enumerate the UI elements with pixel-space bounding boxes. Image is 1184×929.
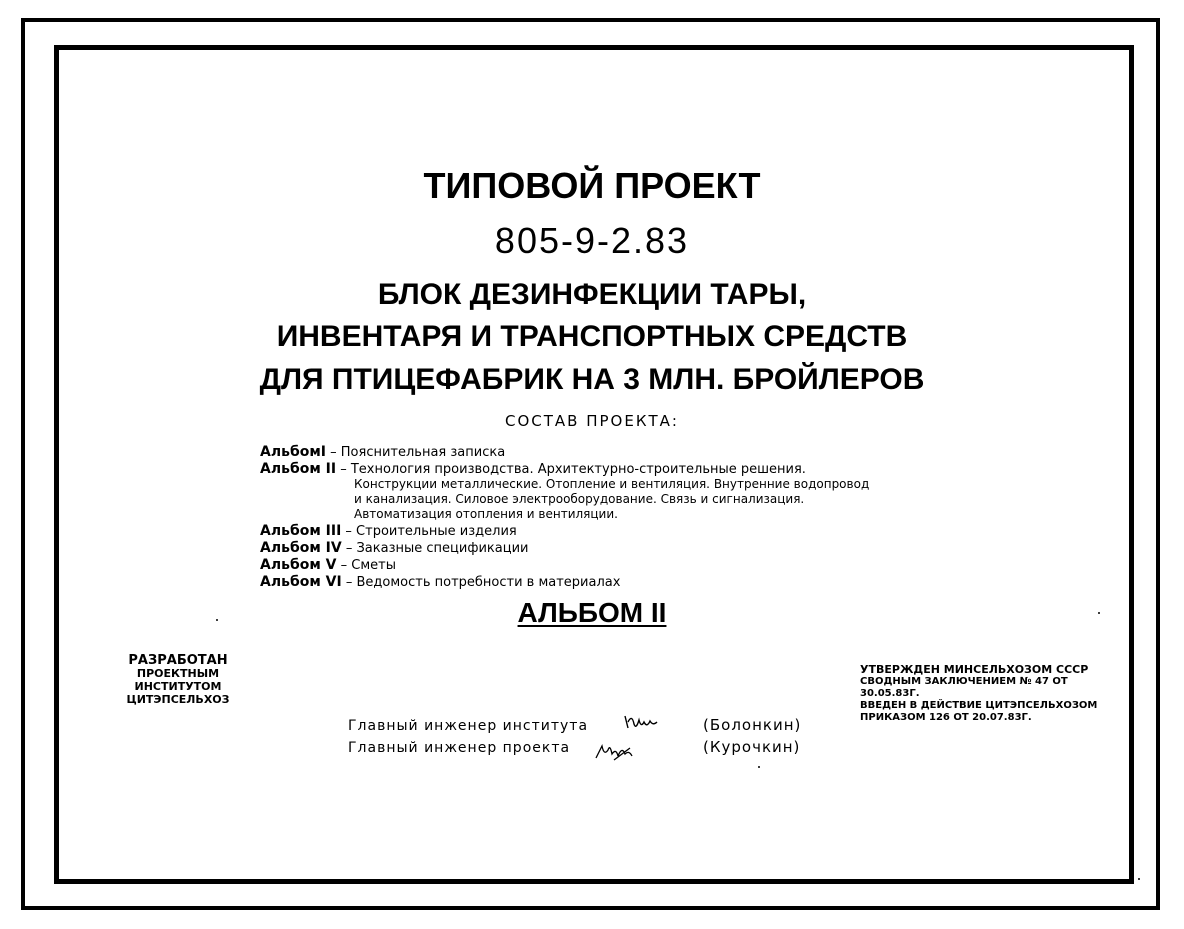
composition-heading: СОСТАВ ПРОЕКТА:: [505, 412, 679, 430]
album-row-2: [260, 461, 806, 477]
album-description: – Ведомость потребности в материалах: [345, 575, 621, 590]
speck: [758, 766, 760, 768]
engineer-role-1: Главный инженер института: [348, 718, 589, 734]
album-label: Альбом V: [260, 557, 337, 573]
speck: [1098, 612, 1100, 614]
engineer-name-1: (Болонкин): [703, 716, 802, 734]
approval-line-1: УТВЕРЖДЕН МИНСЕЛЬХОЗОМ СССР: [860, 663, 1089, 676]
album-row-5: [260, 557, 396, 573]
signature-2-icon: [592, 738, 642, 764]
project-title-line-1: БЛОК ДЕЗИНФЕКЦИИ ТАРЫ,: [377, 278, 807, 311]
current-album-label: АЛЬБОМ II: [517, 597, 667, 628]
album-2-continuation-1: Конструкции металлические. Отопление и вентиляция. Внутренние водопровод: [354, 477, 870, 491]
album-description: – Заказные спецификации: [345, 541, 529, 556]
engineer-name-2: (Курочкин): [703, 738, 801, 756]
engineer-role-2: Главный инженер проекта: [348, 740, 571, 756]
developer-block: [98, 654, 258, 706]
developer-line-3: ЦИТЭПСЕЛЬХОЗ: [126, 693, 230, 706]
project-title-line-2: ИНВЕНТАРЯ И ТРАНСПОРТНЫХ СРЕДСТВ: [276, 320, 908, 353]
album-description: – Пояснительная записка: [330, 445, 506, 460]
project-title-line-3: ДЛЯ ПТИЦЕФАБРИК НА 3 МЛН. БРОЙЛЕРОВ: [259, 363, 925, 396]
album-2-continuation-2: и канализация. Силовое электрооборудование. Связь и сигнализация.: [354, 492, 805, 506]
approval-line-3: ВВЕДЕН В ДЕЙСТВИЕ ЦИТЭПСЕЛЬХОЗОМ: [860, 700, 1098, 711]
speck: [1138, 878, 1140, 880]
approval-line-2: СВОДНЫМ ЗАКЛЮЧЕНИЕМ № 47 ОТ 30.05.83Г.: [860, 676, 1068, 699]
album-description: – Сметы: [340, 558, 396, 573]
project-number: 805-9-2.83: [494, 220, 690, 261]
album-label: АльбомI: [260, 444, 326, 460]
album-2-continuation-3: Автоматизация отопления и вентиляции.: [354, 507, 618, 521]
doc-type-title: ТИПОВОЙ ПРОЕКТ: [423, 165, 761, 206]
album-label: Альбом VI: [260, 574, 342, 590]
album-description: – Технология производства. Архитектурно-строительные решения.: [340, 462, 806, 477]
album-row-1: [260, 444, 505, 460]
album-row-6: [260, 574, 620, 590]
album-label: Альбом III: [260, 523, 342, 539]
album-label: Альбом II: [260, 461, 337, 477]
album-row-3: [260, 523, 517, 539]
developer-line-2: ПРОЕКТНЫМ ИНСТИТУТОМ: [134, 667, 222, 693]
album-label: Альбом IV: [260, 540, 342, 556]
signature-1-icon: [622, 710, 662, 734]
album-description: – Строительные изделия: [345, 524, 517, 539]
speck: [216, 619, 218, 621]
approval-line-4: ПРИКАЗОМ 126 ОТ 20.07.83Г.: [860, 712, 1032, 723]
approval-block: [860, 664, 1100, 724]
album-row-4: [260, 540, 528, 556]
developer-line-1: РАЗРАБОТАН: [128, 653, 228, 668]
